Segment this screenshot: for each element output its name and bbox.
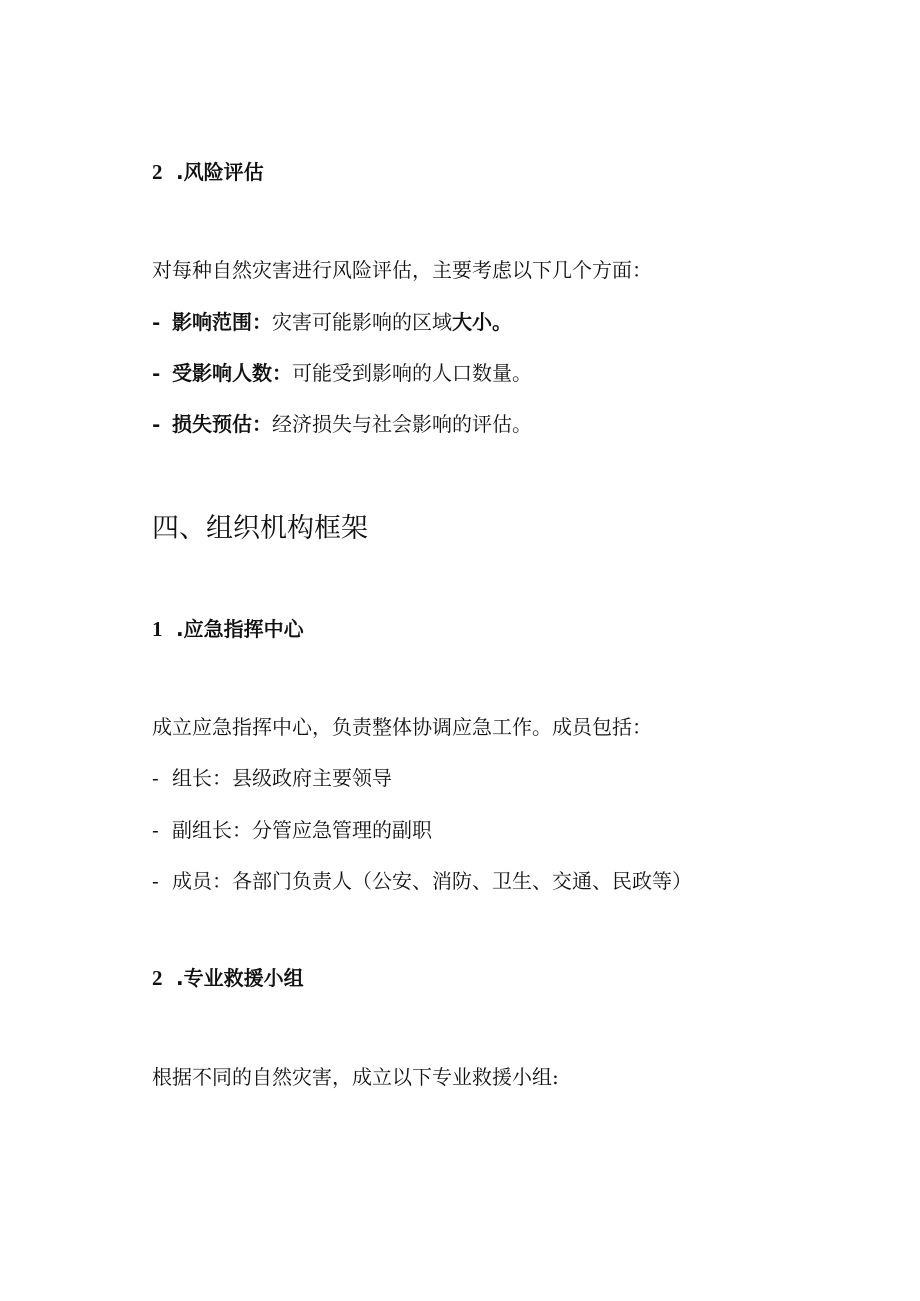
item-label: 影响范围： bbox=[172, 310, 272, 334]
item-label: 损失预估： bbox=[172, 412, 272, 436]
section-number: 1 bbox=[152, 617, 163, 641]
item-label: 受影响人数： bbox=[172, 361, 292, 385]
section-heading-rescue-teams bbox=[152, 968, 304, 989]
bullet-dash: - bbox=[152, 361, 161, 385]
bullet-dash: - bbox=[152, 310, 161, 334]
item-text: 可能受到影响的人口数量。 bbox=[292, 361, 532, 385]
list-item-affected-people bbox=[152, 363, 532, 383]
list-item-deputy-leader bbox=[152, 820, 432, 840]
section-title: .应急指挥中心 bbox=[176, 617, 304, 641]
paragraph-rescue-intro: 根据不同的自然灾害，成立以下专业救援小组: bbox=[152, 1065, 559, 1089]
section-title: .专业救援小组 bbox=[176, 966, 304, 990]
item-text: 灾害可能影响的区域 bbox=[272, 310, 452, 334]
paragraph-command-intro: 成立应急指挥中心，负责整体协调应急工作。成员包括： bbox=[152, 715, 652, 739]
bullet-dash: - bbox=[152, 818, 159, 842]
chapter-heading: 四、组织机构框架 bbox=[152, 513, 368, 544]
section-heading-risk-assessment bbox=[152, 162, 264, 183]
item-text: 组长：县级政府主要领导 bbox=[172, 766, 392, 790]
list-item-members bbox=[152, 871, 692, 891]
section-number: 2 bbox=[152, 966, 163, 990]
section-number: 2 bbox=[152, 160, 163, 184]
section-title: .风险评估 bbox=[176, 160, 264, 184]
paragraph-risk-intro: 对每种自然灾害进行风险评估，主要考虑以下几个方面： bbox=[152, 258, 652, 282]
list-item-impact-range bbox=[152, 312, 512, 332]
bullet-dash: - bbox=[152, 412, 161, 436]
item-text: 成员：各部门负责人（公安、消防、卫生、交通、民政等） bbox=[172, 869, 692, 893]
list-item-leader bbox=[152, 768, 392, 788]
item-text: 副组长：分管应急管理的副职 bbox=[172, 818, 432, 842]
item-text-bold: 大小。 bbox=[452, 310, 512, 334]
list-item-loss-estimate bbox=[152, 414, 532, 434]
bullet-dash: - bbox=[152, 869, 159, 893]
section-heading-command-center bbox=[152, 619, 304, 640]
bullet-dash: - bbox=[152, 766, 159, 790]
item-text: 经济损失与社会影响的评估。 bbox=[272, 412, 532, 436]
